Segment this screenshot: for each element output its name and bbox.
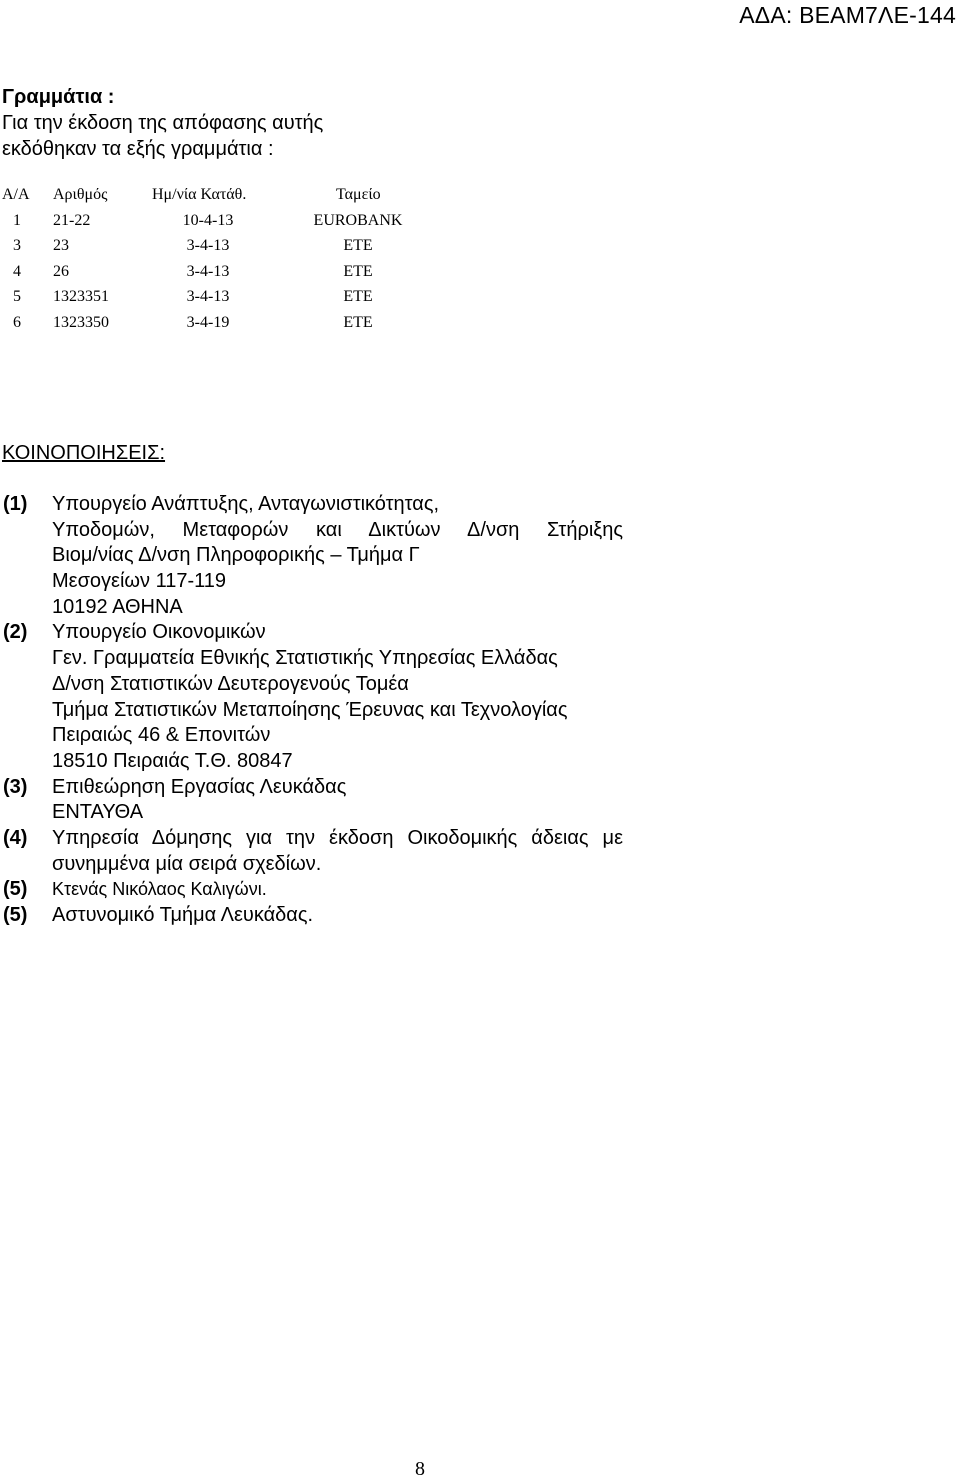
intro-block: [2, 84, 323, 162]
recipient-text: Υπηρεσία Δόμησης για την έκδοση Οικοδομικής άδειας με: [52, 826, 623, 849]
recipient-text: Υπουργείο Οικονομικών: [52, 621, 266, 644]
recipient-text: συνημμένα μία σειρά σχεδίων.: [52, 852, 322, 875]
recipient-text: Υπουργείο Ανάπτυξης, Ανταγωνιστικότητας,: [52, 493, 440, 515]
ada-code: ΑΔΑ: ΒΕΑΜ7ΛΕ-144: [739, 2, 956, 28]
cell-date: 3-4-19: [186, 313, 230, 331]
cell-aa: 5: [13, 288, 21, 305]
cell-bank: ΕΤΕ: [343, 288, 373, 305]
recipient-line: [3, 518, 623, 544]
recipient-number: (5): [3, 878, 28, 901]
cell-number: 21-22: [53, 211, 91, 229]
cell-number: 26: [53, 262, 69, 280]
intro-line-2: εκδόθηκαν τα εξής γραμμάτια :: [2, 138, 274, 160]
recipient-number: (2): [3, 621, 28, 644]
recipient-text: Βιομ/νίας Δ/νση Πληροφορικής – Τμήμα Γ: [52, 544, 420, 567]
cell-number: 1323350: [53, 313, 109, 331]
cell-date: 3-4-13: [186, 237, 230, 254]
recipient-text: Δ/νση Στατιστικών Δευτερογενούς Τομέα: [52, 672, 409, 695]
cell-bank: ΕΤΕ: [343, 262, 373, 280]
recipient-number: (4): [3, 826, 28, 849]
recipient-text: Επιθεώρηση Εργασίας Λευκάδας: [52, 775, 347, 798]
cell-number: 1323351: [53, 288, 109, 305]
recipient-line: [3, 723, 623, 749]
cell-bank: ΕΤΕ: [343, 237, 373, 254]
header-date: Ημ/νία Κατάθ.: [152, 186, 247, 203]
recipient-line: [3, 775, 623, 801]
recipient-line: [3, 698, 623, 724]
recipient-text: Γεν. Γραμματεία Εθνικής Στατιστικής Υπηρεσίας Ελλάδας: [52, 647, 558, 670]
recipient-line: [3, 569, 623, 595]
recipient-line: [3, 672, 623, 698]
recipient-text: ΕΝΤΑΥΘΑ: [52, 801, 144, 824]
recipient-text: 18510 Πειραιάς Τ.Θ. 80847: [52, 749, 293, 772]
recipient-text: Μεσογείων 117-119: [52, 570, 227, 593]
recipient-line: [3, 877, 623, 903]
cell-bank: EUROBANK: [313, 211, 403, 229]
recipient-text: Πειραιώς 46 & Επονιτών: [52, 724, 271, 747]
page-number: 8: [415, 1458, 425, 1480]
recipient-number: (1): [3, 493, 28, 515]
recipient-line: [3, 749, 623, 775]
recipients-list: [3, 492, 623, 929]
cell-aa: 1: [13, 211, 21, 229]
recipient-line: [3, 903, 623, 929]
recipient-text: Κτενάς Νικόλαος Καλιγώνι.: [52, 879, 267, 900]
cell-bank: ΕΤΕ: [343, 313, 373, 331]
recipient-line: [3, 852, 623, 878]
cell-aa: 4: [13, 262, 21, 280]
cell-aa: 3: [13, 237, 21, 254]
recipient-line: [3, 543, 623, 569]
cell-number: 23: [53, 237, 69, 254]
recipient-text: Τμήμα Στατιστικών Μεταποίησης Έρευνας και Τεχνολογίας: [52, 698, 568, 721]
cell-aa: 6: [13, 313, 21, 331]
section-title-koinopoiiseis: ΚΟΙΝΟΠΟΙΗΣΕΙΣ:: [2, 442, 166, 464]
recipient-number: (3): [3, 775, 28, 798]
header-aa: Α/Α: [2, 186, 30, 203]
section-title-grammatia: Γραμμάτια :: [2, 86, 115, 108]
header-bank: Ταμείο: [336, 186, 381, 203]
recipient-line: [3, 826, 623, 852]
recipient-text: Αστυνομικό Τμήμα Λευκάδας.: [52, 904, 314, 926]
cell-date: 3-4-13: [186, 262, 230, 280]
recipient-line: [3, 646, 623, 672]
recipient-line: [3, 595, 623, 621]
intro-line-1: Για την έκδοση της απόφασης αυτής: [2, 112, 324, 134]
recipient-line: [3, 800, 623, 826]
header-number: Αριθμός: [53, 186, 108, 203]
recipient-number: (5): [3, 904, 28, 926]
cell-date: 3-4-13: [186, 288, 230, 305]
cell-date: 10-4-13: [182, 211, 234, 229]
recipient-text: 10192 ΑΘΗΝΑ: [52, 595, 183, 618]
recipient-text: Υποδομών, Μεταφορών και Δικτύων Δ/νση Στήριξης: [52, 518, 623, 541]
recipient-line: [3, 492, 623, 518]
recipient-line: [3, 620, 623, 646]
